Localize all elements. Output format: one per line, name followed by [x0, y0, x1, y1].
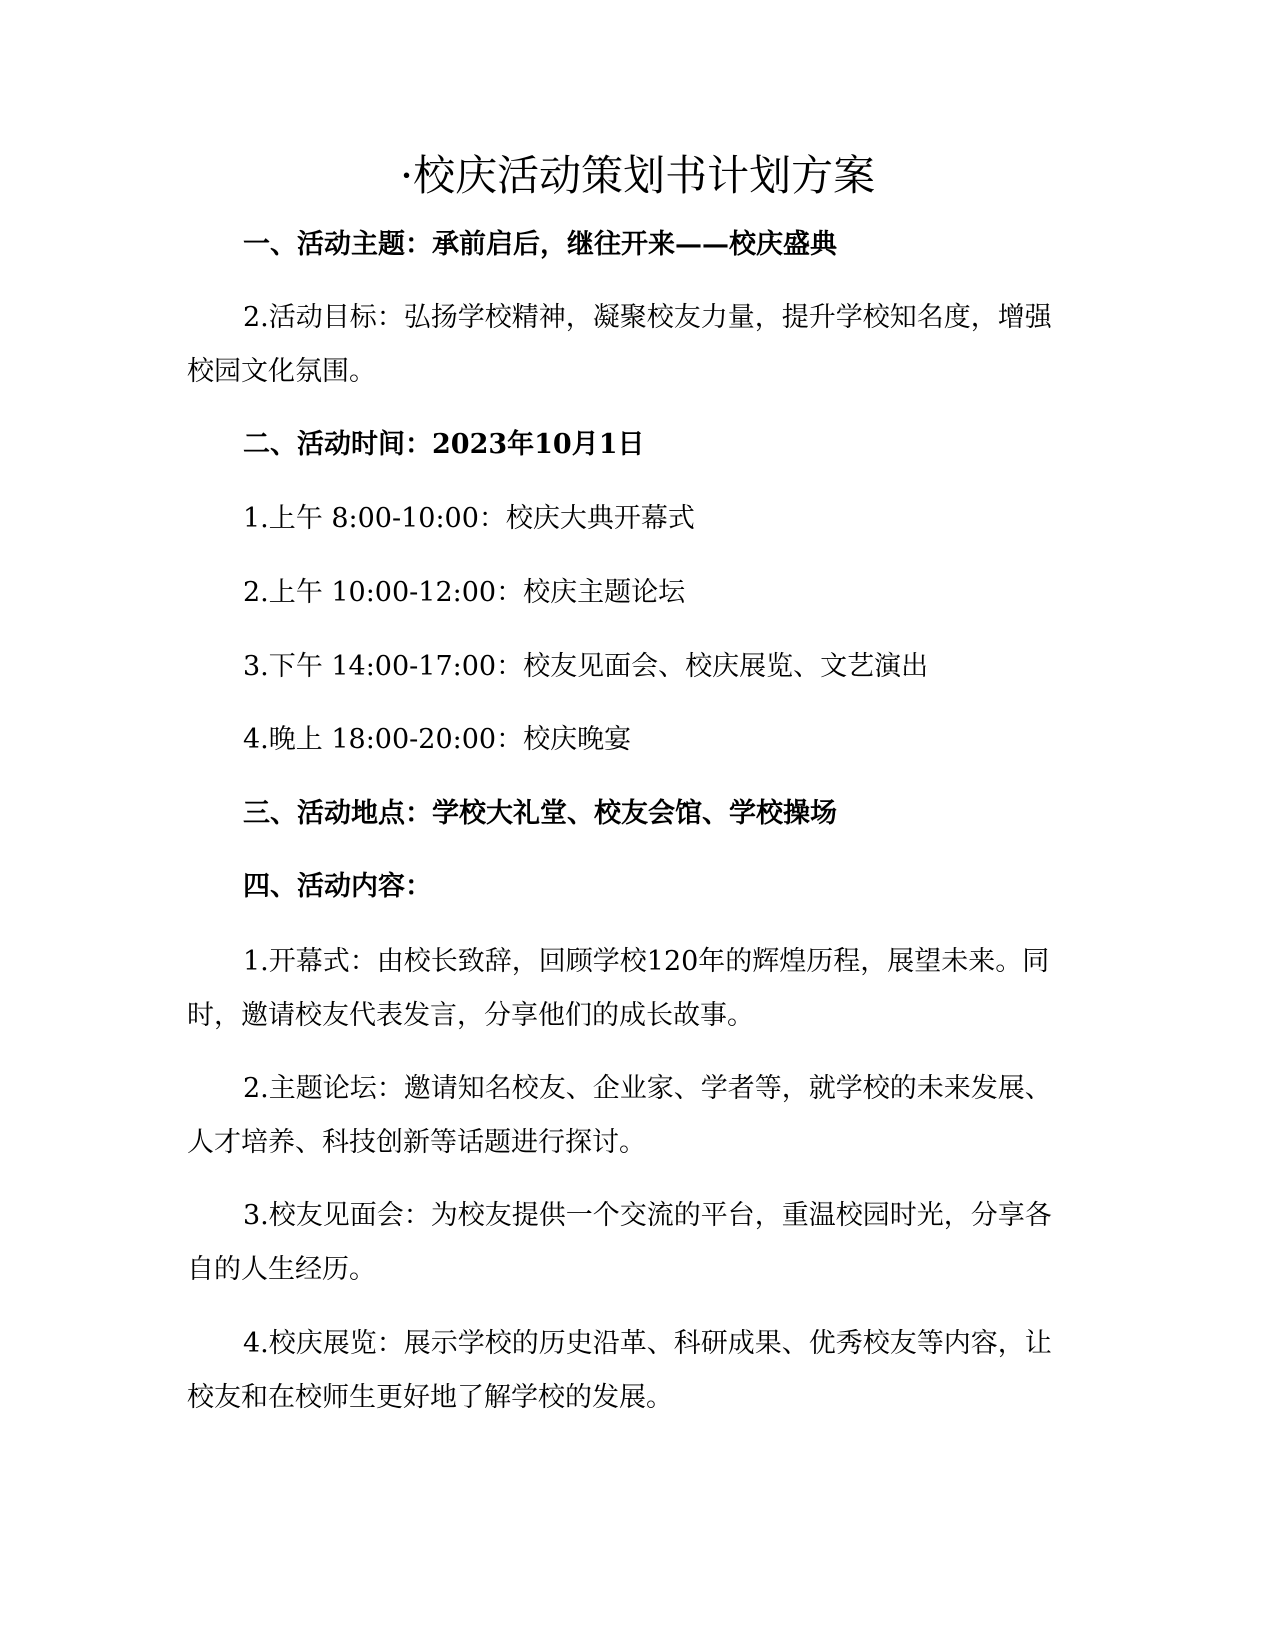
schedule-item-4: 4.晚上 18:00-20:00：校庆晚宴 — [243, 724, 632, 755]
section-heading-content: 四、活动内容： — [243, 871, 432, 902]
content-item-opening: 1.开幕式：由校长致辞，回顾学校120年的辉煌历程，展望未来。同时，邀请校友代表发言，分享他们的成长故事。 — [187, 946, 1050, 1031]
schedule-item-3: 3.下午 14:00-17:00：校友见面会、校庆展览、文艺演出 — [243, 651, 929, 682]
section-heading-location: 三、活动地点：学校大礼堂、校友会馆、学校操场 — [243, 798, 837, 829]
schedule-item-1: 1.上午 8:00-10:00：校庆大典开幕式 — [243, 503, 695, 534]
section-heading-time: 二、活动时间：2023年10月1日 — [243, 429, 645, 460]
section-heading-theme: 一、活动主题：承前启后，继往开来——校庆盛典 — [243, 229, 837, 260]
content-item-exhibition: 4.校庆展览：展示学校的历史沿革、科研成果、优秀校友等内容，让校友和在校师生更好地了解学校的发展。 — [187, 1328, 1052, 1413]
page-title: ·校庆活动策划书计划方案 — [399, 151, 876, 200]
paragraph-goal: 2.活动目标：弘扬学校精神，凝聚校友力量，提升学校知名度，增强校园文化氛围。 — [187, 302, 1052, 387]
schedule-item-2: 2.上午 10:00-12:00：校庆主题论坛 — [243, 577, 686, 608]
content-item-forum: 2.主题论坛：邀请知名校友、企业家、学者等，就学校的未来发展、人才培养、科技创新等话题进行探讨。 — [187, 1073, 1052, 1158]
content-item-alumni-meeting: 3.校友见面会：为校友提供一个交流的平台，重温校园时光，分享各自的人生经历。 — [187, 1200, 1052, 1285]
